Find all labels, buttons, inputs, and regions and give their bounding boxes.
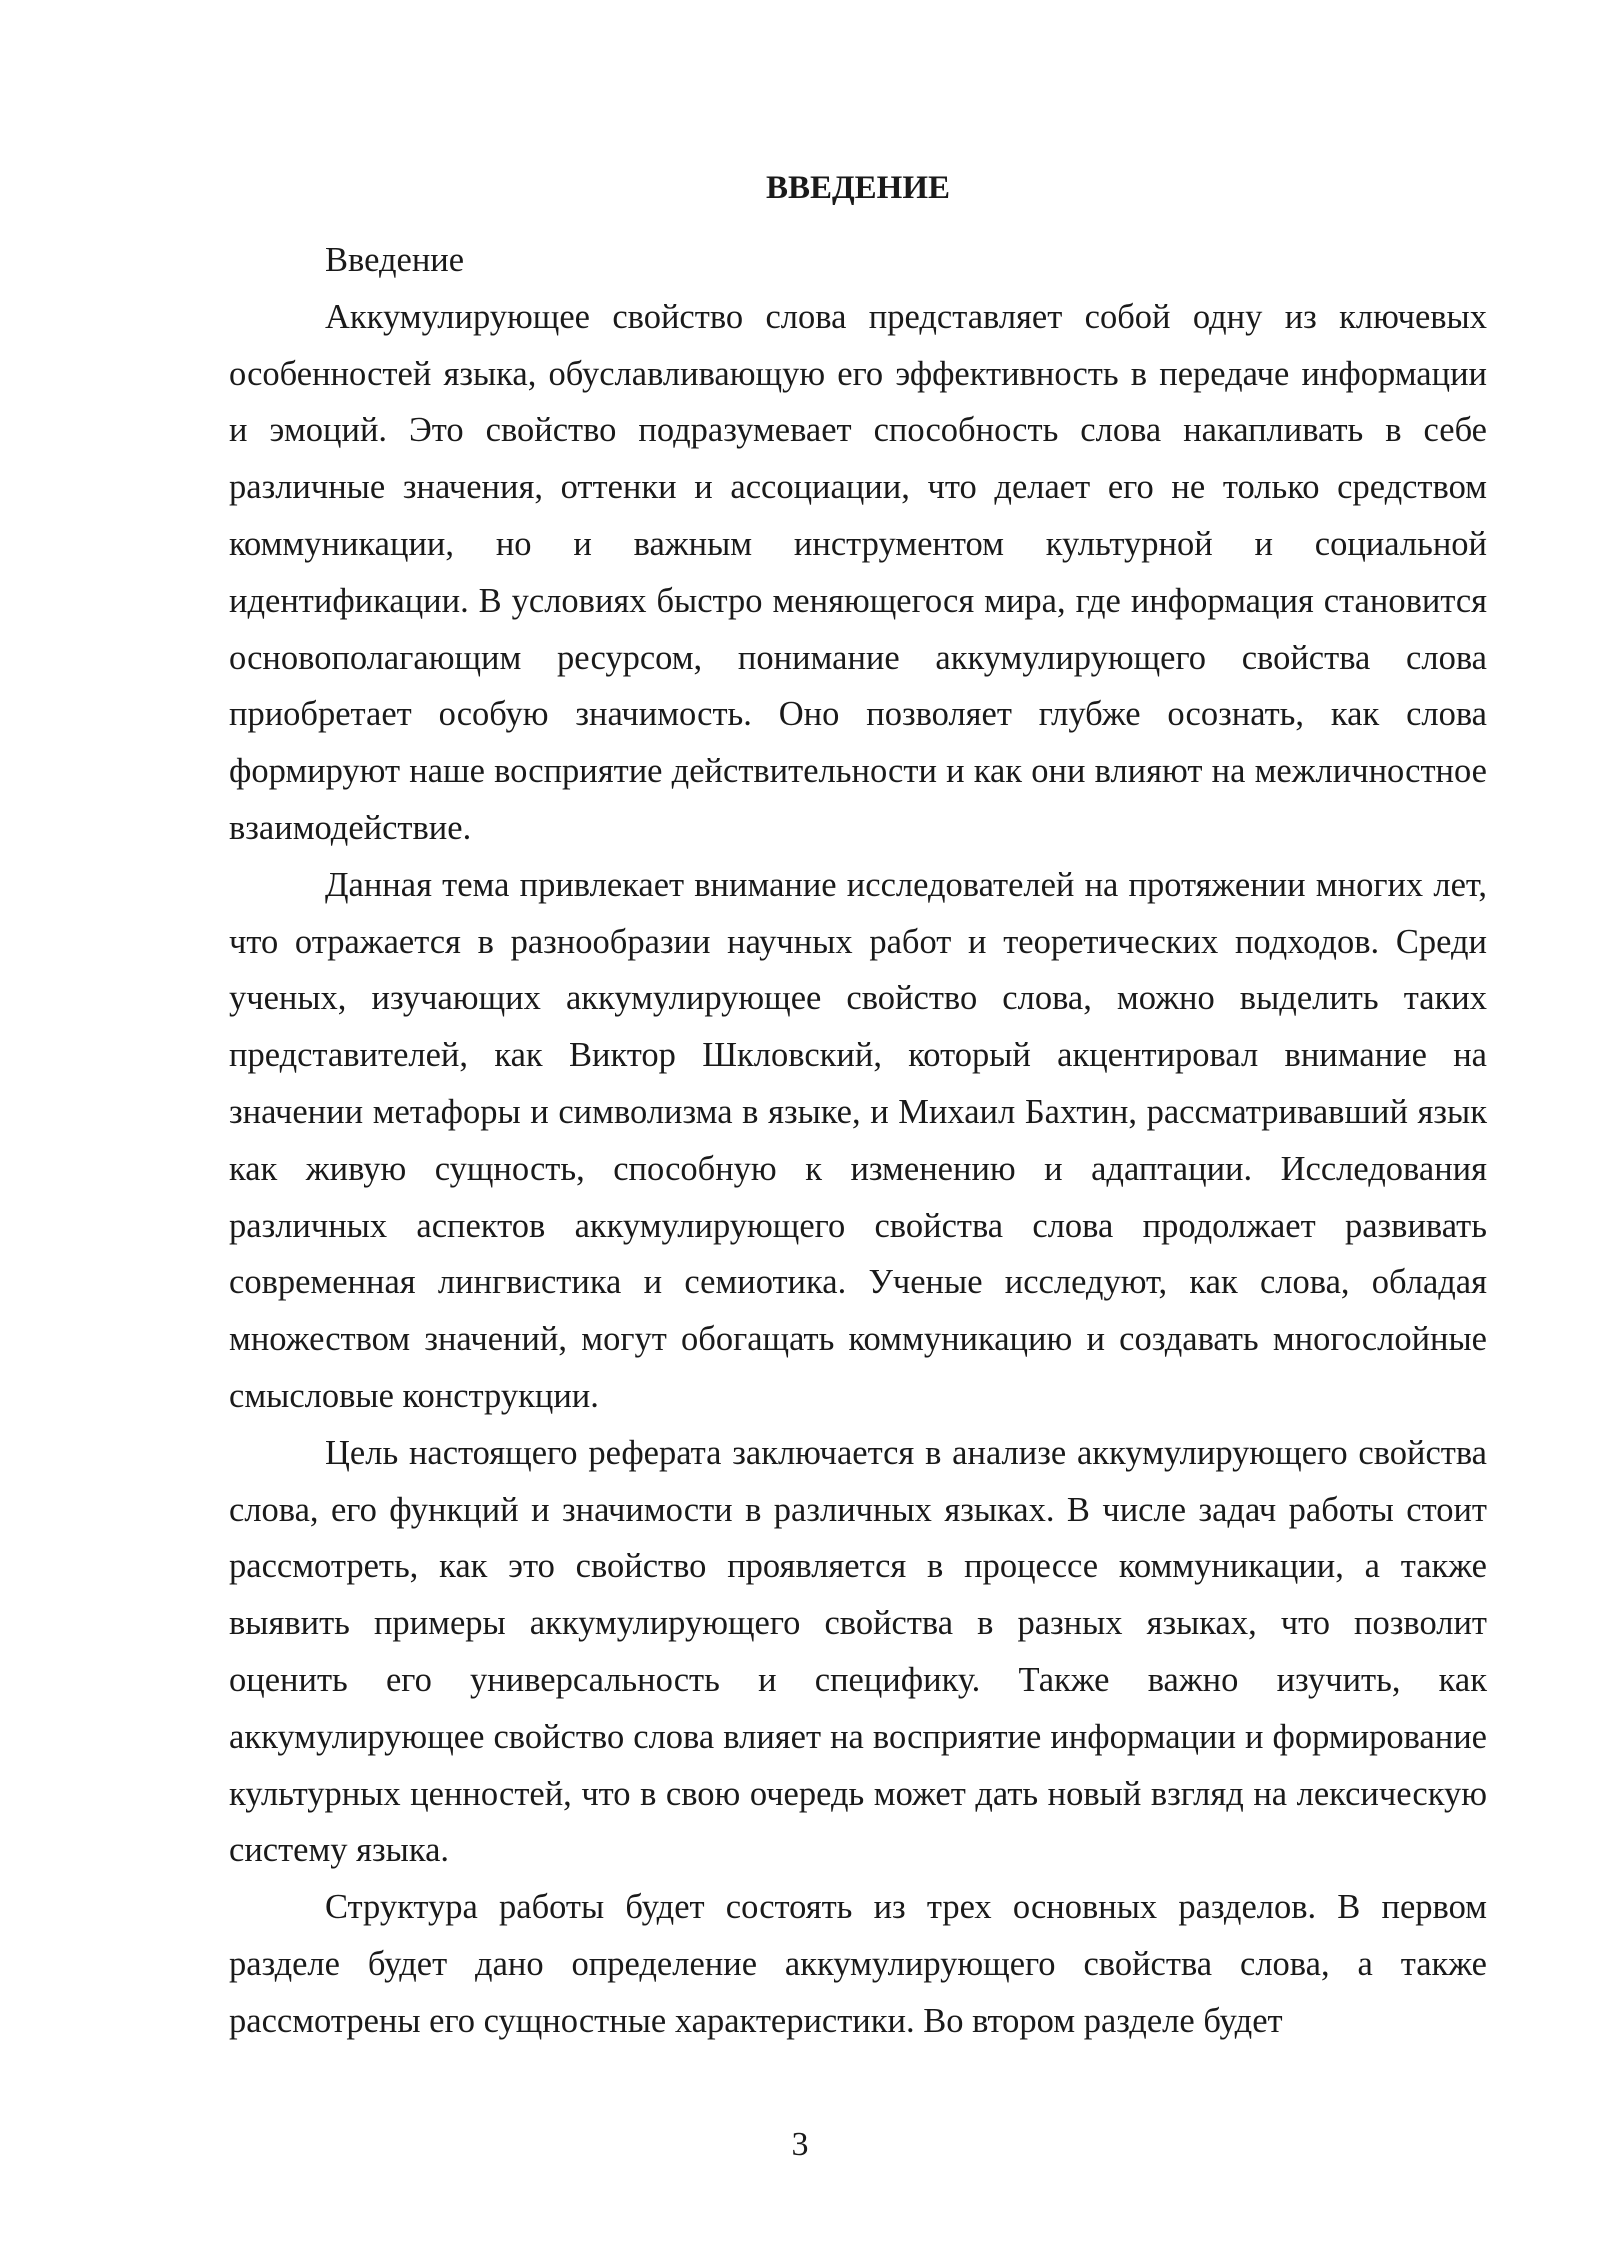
paragraph-3: Цель настоящего реферата заключается в анализе аккумулирующего свойства слова, его функций и значимости в различных языках. В числе задач работы стоит рассмотреть, как это свойство проявляется в процессе коммуникации, а также выявить примеры аккумулирующего свойства в разных языках, что позволит оценить его универсальность и специфику. Также важно изучить, как аккумулирующее свойство слова влияет на восприятие информации и формирование культурных ценностей, что в свою очередь может дать новый взгляд на лексическую систему языка. bbox=[229, 1433, 1487, 1870]
page-number: 3 bbox=[791, 2126, 809, 2163]
section-heading: ВВЕДЕНИЕ bbox=[765, 170, 951, 206]
paragraph-2: Данная тема привлекает внимание исследователей на протяжении многих лет, что отражается в разнообразии научных работ и теоретических подходов. Среди ученых, изучающих аккумулирующее свойство слова, можно выделить таких представителей, как Виктор Шкловский, который акцентировал внимание на значении метафоры и символизма в языке, и Михаил Бахтин, рассматривавший язык как живую сущность, способную к изменению и адаптации. Исследования различных аспектов аккумулирующего свойства слова продолжает развивать современная лингвистика и семиотика. Ученые исследуют, как слова, обладая множеством значений, могут обогащать коммуникацию и создавать многослойные смысловые конструкции. bbox=[229, 865, 1487, 1415]
paragraph-1: Аккумулирующее свойство слова представляет собой одну из ключевых особенностей языка, обуславливающую его эффективность в передаче информации и эмоций. Это свойство подразумевает способность слова накапливать в себе различные значения, оттенки и ассоциации, что делает его не только средством коммуникации, но и важным инструментом культурной и социальной идентификации. В условиях быстро меняющегося мира, где информация становится основополагающим ресурсом, понимание аккумулирующего свойства слова приобретает особую значимость. Оно позволяет глубже осознать, как слова формируют наше восприятие действительности и как они влияют на межличностное взаимодействие. bbox=[229, 297, 1487, 847]
page-body bbox=[229, 160, 1487, 2050]
paragraph-subtitle: Введение bbox=[325, 241, 465, 279]
paragraph-4: Структура работы будет состоять из трех основных разделов. В первом разделе будет дано определение аккумулирующего свойства слова, а также рассмотрены его сущностные характеристики. Во втором разделе будет bbox=[229, 1888, 1487, 2040]
